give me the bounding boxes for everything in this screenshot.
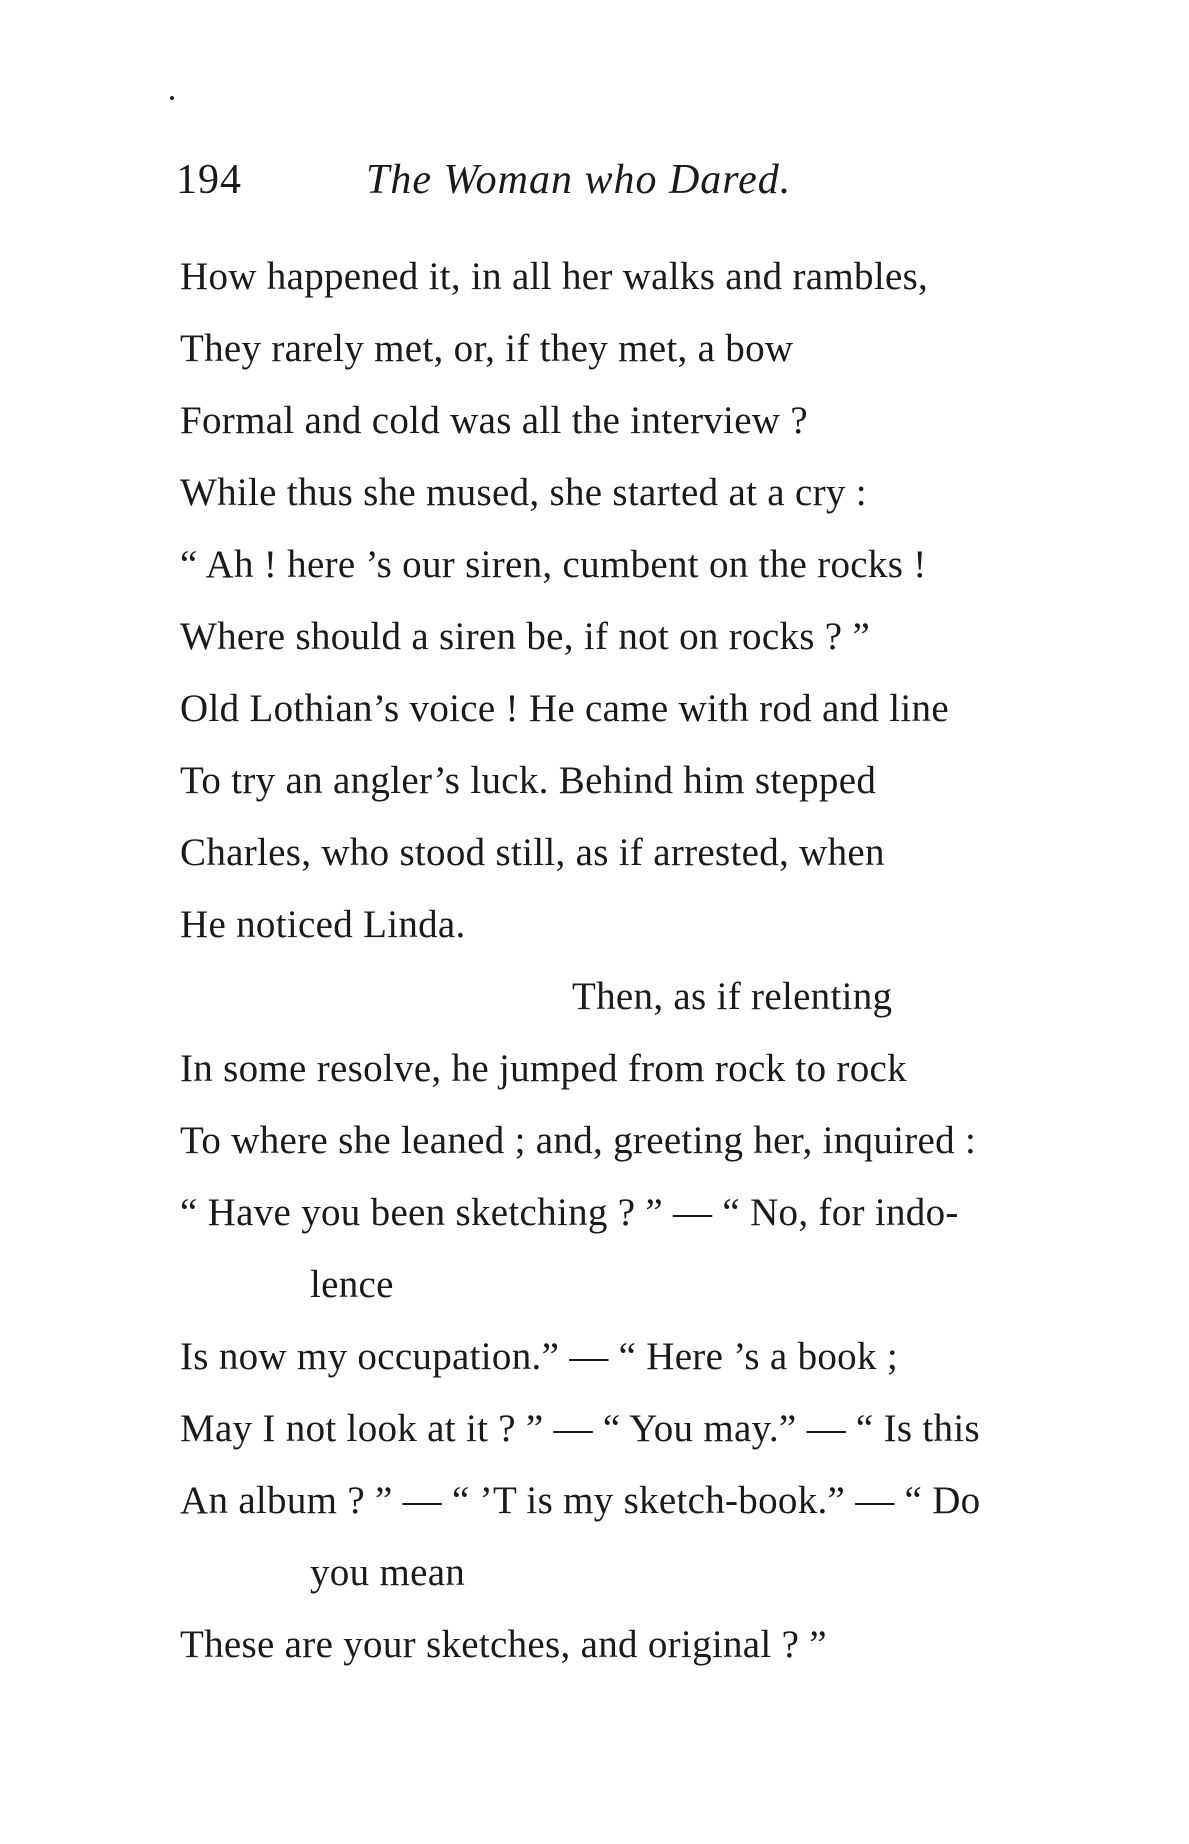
stray-ink-mark xyxy=(170,96,174,100)
page-number: 194 xyxy=(176,157,242,203)
poem-line-continuation: you mean xyxy=(310,1551,466,1594)
running-title: The Woman who Dared. xyxy=(366,157,792,203)
poem-line: In some resolve, he jumped from rock to rock xyxy=(180,1047,907,1090)
poem-line: How happened it, in all her walks and rambles, xyxy=(180,255,929,298)
poem-line: Is now my occupation.” — “ Here ’s a book ; xyxy=(180,1335,898,1378)
poem-line: To where she leaned ; and, greeting her, inquired : xyxy=(180,1119,977,1162)
poem-line: May I not look at it ? ” — “ You may.” — “ Is this xyxy=(180,1407,980,1450)
poem-line: These are your sketches, and original ? ” xyxy=(180,1623,827,1666)
poem-line-indented: Then, as if relenting xyxy=(572,975,893,1018)
poem-line: “ Ah ! here ’s our siren, cumbent on the rocks ! xyxy=(180,543,927,586)
poem-line: Charles, who stood still, as if arrested, when xyxy=(180,831,885,874)
poem-line: While thus she mused, she started at a cry : xyxy=(180,471,867,514)
poem-line: “ Have you been sketching ? ” — “ No, for indo- xyxy=(180,1191,959,1234)
poem-line: An album ? ” — “ ’T is my sketch-book.” — “ Do xyxy=(180,1479,981,1522)
poem-line: Old Lothian’s voice ! He came with rod and line xyxy=(180,687,949,730)
poem-line: Where should a siren be, if not on rocks ? ” xyxy=(180,615,871,658)
poem-line: He noticed Linda. xyxy=(180,903,466,946)
running-head xyxy=(0,150,1189,210)
poem-line-continuation: lence xyxy=(310,1263,394,1306)
poem-line: To try an angler’s luck. Behind him stepped xyxy=(180,759,877,802)
poem-line: They rarely met, or, if they met, a bow xyxy=(180,327,794,370)
poem-line: Formal and cold was all the interview ? xyxy=(180,399,808,442)
